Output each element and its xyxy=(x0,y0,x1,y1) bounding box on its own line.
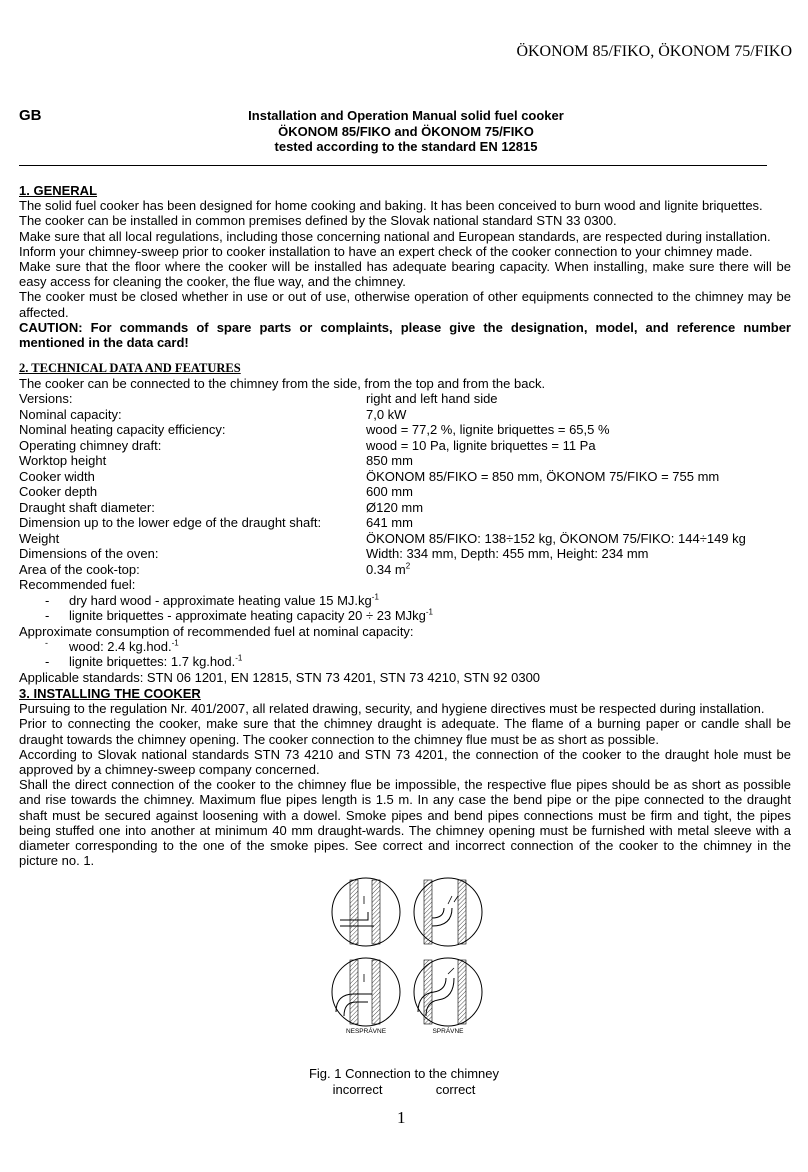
title-line-1: Installation and Operation Manual solid fuel cooker xyxy=(248,108,564,123)
label-correct: SPRÁVNE xyxy=(432,1028,464,1034)
install-paragraph: Shall the direct connection of the cooker to the chimney flue be impossible, the respective flue pipes should be as short as possible and rise towards the chimney. Maximum flue pipes length is 1.5 m. In any case the bend pipe or the pipe connected to the draught shaft must be secured against loosening with a dowel. Smoke pipes and bend pipes connections must be firm and tight, the pipes being stuffed one into another at minimum 40 mm draught-wards. The chimney opening must be furnished with metal sleeve with a diameter corresponding to the one of the smoke pipes. See correct and incorrect connection of the cooker to the chimney in the picture no. 1. xyxy=(19,777,791,869)
caption-title: Fig. 1 Connection to the chimney xyxy=(308,1066,500,1081)
area-sup: 2 xyxy=(405,561,411,571)
consumption-heading: Approximate consumption of recommended fuel at nominal capacity: xyxy=(19,623,414,639)
general-paragraph: The cooker can be installed in common premises defined by the Slovak national standard STN 33 0300. xyxy=(19,213,617,229)
section-heading-installing: 3. INSTALLING THE COOKER xyxy=(19,686,201,701)
tech-row xyxy=(19,531,791,547)
install-paragraph: According to Slovak national standards STN 73 4210 and STN 73 4201, the connection of the cooker to the draught hole must be approved by a chimney-sweep company concerned. xyxy=(19,746,791,778)
tech-value: 600 mm xyxy=(366,484,413,500)
caption-correct: correct xyxy=(435,1082,476,1097)
section-heading-technical: 2. TECHNICAL DATA AND FEATURES xyxy=(19,361,241,375)
tech-row xyxy=(19,562,791,578)
list-marker: - xyxy=(45,637,48,648)
general-paragraph: The cooker must be closed whether in use or out of use, otherwise operation of other equipments connected to the chimney may be affected. xyxy=(19,289,791,320)
area-value: 0.34 m xyxy=(366,561,406,577)
tech-row xyxy=(19,407,791,423)
title-line-2: ÖKONOM 85/FIKO and ÖKONOM 75/FIKO xyxy=(278,123,534,139)
list-marker: - xyxy=(45,654,50,670)
tech-row xyxy=(19,515,791,531)
caption-incorrect: incorrect xyxy=(332,1082,383,1097)
tech-key: Weight xyxy=(19,530,60,546)
diagram-top-left xyxy=(332,878,400,946)
general-paragraph: Make sure that the floor where the cooker will be installed has adequate bearing capacity. When installing, make sure there will be easy access for cleaning the cooker, the flue way, and the chimney. xyxy=(19,259,791,290)
tech-value: 641 mm xyxy=(366,515,413,531)
running-header: ÖKONOM 85/FIKO, ÖKONOM 75/FIKO xyxy=(516,43,792,60)
general-paragraph: Inform your chimney-sweep prior to cooker installation to have an expert check of the cooker connection to your chimney made. xyxy=(19,243,753,259)
general-paragraph: The solid fuel cooker has been designed for home cooking and baking. It has been conceived to burn wood and lignite briquettes. xyxy=(19,198,763,214)
page-number: 1 xyxy=(397,1108,406,1127)
tech-key: Dimension up to the lower edge of the draught shaft: xyxy=(19,515,322,531)
tech-value: ÖKONOM 85/FIKO = 850 mm, ÖKONOM 75/FIKO = 755 mm xyxy=(366,468,720,484)
tech-row xyxy=(19,453,791,469)
tech-intro: The cooker can be connected to the chimney from the side, from the top and from the back. xyxy=(19,376,546,392)
list-item xyxy=(19,639,791,655)
list-text xyxy=(69,654,242,669)
tech-key: Cooker depth xyxy=(19,484,98,500)
chimney-connection-figure xyxy=(328,874,488,1034)
general-paragraph: Make sure that all local regulations, including those concerning national and European standards, are respected during installation. xyxy=(19,228,771,244)
tech-data-table xyxy=(19,391,791,577)
fuel-heading: Recommended fuel: xyxy=(19,577,136,593)
label-incorrect: NESPRÁVNE xyxy=(345,1028,387,1034)
tech-key: Cooker width xyxy=(19,468,95,484)
tech-value: wood = 10 Pa, lignite briquettes = 11 Pa xyxy=(366,437,596,453)
tech-key: Nominal capacity: xyxy=(19,406,122,422)
tech-key: Draught shaft diameter: xyxy=(19,499,155,515)
tech-value: ÖKONOM 85/FIKO: 138÷152 kg, ÖKONOM 75/FIKO: 144÷149 kg xyxy=(366,530,746,546)
fuel-wood-sup: -1 xyxy=(371,592,379,602)
list-marker: - xyxy=(45,608,50,624)
tech-key: Area of the cook-top: xyxy=(19,561,140,577)
tech-value xyxy=(366,562,410,577)
install-paragraph: Pursuing to the regulation Nr. 401/2007, all related drawing, security, and hygiene directives must be respected during installation. xyxy=(19,701,765,717)
title-divider xyxy=(19,165,767,166)
list-item xyxy=(19,654,791,670)
tech-value: wood = 77,2 %, lignite briquettes = 65,5 % xyxy=(366,422,610,438)
tech-row xyxy=(19,469,791,485)
tech-row xyxy=(19,438,791,454)
consumption-briquettes-sup: -1 xyxy=(235,653,243,663)
figure-caption xyxy=(0,1066,808,1098)
list-marker: - xyxy=(45,592,50,608)
consumption-wood: wood: 2.4 kg.hod. xyxy=(69,638,172,654)
tech-key: Dimensions of the oven: xyxy=(19,546,159,562)
list-item xyxy=(19,608,791,624)
tech-key: Worktop height xyxy=(19,453,107,469)
tech-key: Operating chimney draft: xyxy=(19,437,162,453)
install-paragraph: Prior to connecting the cooker, make sure that the chimney draught is adequate. The flame of a burning paper or candle shall be draught towards the chimney opening. The cooker connection to the chimney flue must be as short as possible. xyxy=(19,716,791,747)
tech-key: Versions: xyxy=(19,391,73,407)
tech-row xyxy=(19,500,791,516)
title-line-3: tested according to the standard EN 12815 xyxy=(274,139,538,154)
fuel-briquettes-sup: -1 xyxy=(425,607,434,617)
tech-row xyxy=(19,484,791,500)
fuel-wood: dry hard wood - approximate heating value 15 MJ.kg xyxy=(69,592,372,608)
list-text xyxy=(69,639,179,654)
tech-key: Nominal heating capacity efficiency: xyxy=(19,422,226,438)
tech-value: Width: 334 mm, Depth: 455 mm, Height: 234 mm xyxy=(366,546,649,562)
fuel-briquettes: lignite briquettes - approximate heating capacity 20 ÷ 23 MJkg xyxy=(69,608,426,624)
list-text xyxy=(69,593,379,608)
section-technical-data xyxy=(19,361,791,685)
list-text xyxy=(69,608,433,623)
diagram-bottom-right xyxy=(414,958,482,1026)
language-code: GB xyxy=(19,107,42,124)
section-heading-general: 1. GENERAL xyxy=(19,183,98,198)
tech-row xyxy=(19,391,791,407)
list-item xyxy=(19,593,791,609)
diagram-top-right xyxy=(414,878,482,946)
diagram-bottom-left xyxy=(332,958,400,1026)
tech-value: 850 mm xyxy=(366,453,413,469)
tech-value: Ø120 mm xyxy=(366,499,424,515)
document-title xyxy=(0,108,808,155)
applicable-standards: Applicable standards: STN 06 1201, EN 12815, STN 73 4201, STN 73 4210, STN 92 0300 xyxy=(19,669,541,685)
consumption-briquettes: lignite briquettes: 1.7 kg.hod. xyxy=(69,654,236,670)
caution-note: CAUTION: For commands of spare parts or complaints, please give the designation, model, and reference number mentioned in the data card! xyxy=(19,319,791,351)
tech-value: 7,0 kW xyxy=(366,406,407,422)
section-installing xyxy=(19,686,791,868)
tech-row xyxy=(19,422,791,438)
consumption-wood-sup: -1 xyxy=(171,638,179,648)
section-general xyxy=(19,183,791,350)
tech-row xyxy=(19,546,791,562)
tech-value: right and left hand side xyxy=(366,391,498,407)
caption-sublabels xyxy=(0,1082,808,1098)
